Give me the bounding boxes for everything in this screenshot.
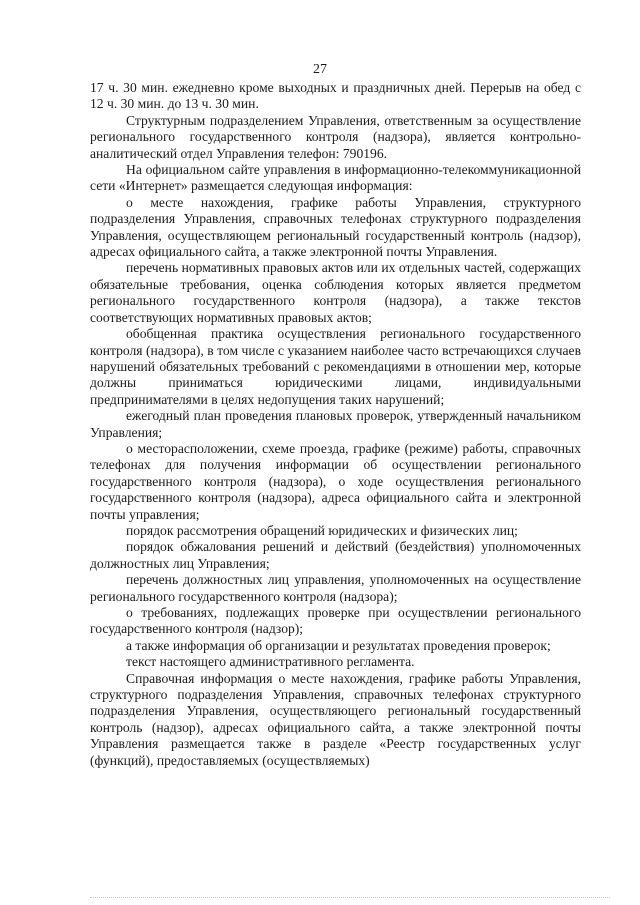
paragraph: Структурным подразделением Управления, ответственным за осуществление регионального государственного контроля (надзора), является контрольно-аналитический отдел Управления телефон: 790196.	[90, 112, 581, 161]
paragraph: о требованиях, подлежащих проверке при осуществлении регионального государственного контроля (надзор);	[90, 605, 581, 637]
paragraph: Справочная информация о месте нахождения, графике работы Управления, структурного подразделения Управления, справочных телефонах структурного подразделения Управления, осуществляющего региональный государственный контроль (надзор), адресах официального сайта, а также электронной почты Управления размещается также в разделе «Реестр государственных услуг (функций), предоставляемых (осуществляемых)	[90, 670, 581, 768]
paragraph: о месторасположении, схеме проезда, графике (режиме) работы, справочных телефонах для получения информации об осуществлении регионального государственного контроля (надзора), о ходе осуществления регионального государственного контроля (надзора), адреса официального сайта и электронной почты управления;	[90, 440, 581, 522]
paragraph: а также информация об организации и результатах проведения проверок;	[126, 637, 551, 653]
paragraph: о месте нахождения, графике работы Управления, структурного подразделения Управления, справочных телефонах структурного подразделения Управления, осуществляющем региональный государственный контроль (надзор), адресах официального сайта, а также электронной почты Управления.	[90, 194, 581, 260]
page-number: 27	[313, 62, 327, 77]
paragraph: порядок обжалования решений и действий (бездействия) уполномоченных должностных лиц Управления;	[90, 539, 581, 571]
scan-edge-noise	[90, 897, 610, 901]
paragraph: ежегодный план проведения плановых проверок, утвержденный начальником Управления;	[90, 408, 581, 440]
document-body	[90, 80, 581, 769]
paragraph: перечень нормативных правовых актов или их отдельных частей, содержащих обязательные требования, оценка соблюдения которых является предметом регионального государственного контроля (надзора), а также текстов соответствующих нормативных правовых актов;	[90, 260, 581, 325]
paragraph: 17 ч. 30 мин. ежедневно кроме выходных и праздничных дней. Перерыв на обед с 12 ч. 30 мин. до 13 ч. 30 мин.	[90, 80, 581, 112]
paragraph: текст настоящего административного регламента.	[126, 654, 415, 670]
paragraph: На официальном сайте управления в информационно-телекоммуникационной сети «Интернет» размещается следующая информация:	[90, 162, 581, 194]
paragraph: обобщенная практика осуществления регионального государственного контроля (надзора), в том числе с указанием наиболее часто встречающихся случаев нарушений обязательных требований с рекомендациями в отношении мер, которые должны приниматься юридическими лицами, индивидуальными предпринимателями в целях недопущения таких нарушений;	[90, 326, 581, 407]
paragraph: порядок рассмотрения обращений юридических и физических лиц;	[126, 522, 518, 538]
paragraph: перечень должностных лиц управления, уполномоченных на осуществление регионального государственного контроля (надзора);	[90, 572, 581, 604]
